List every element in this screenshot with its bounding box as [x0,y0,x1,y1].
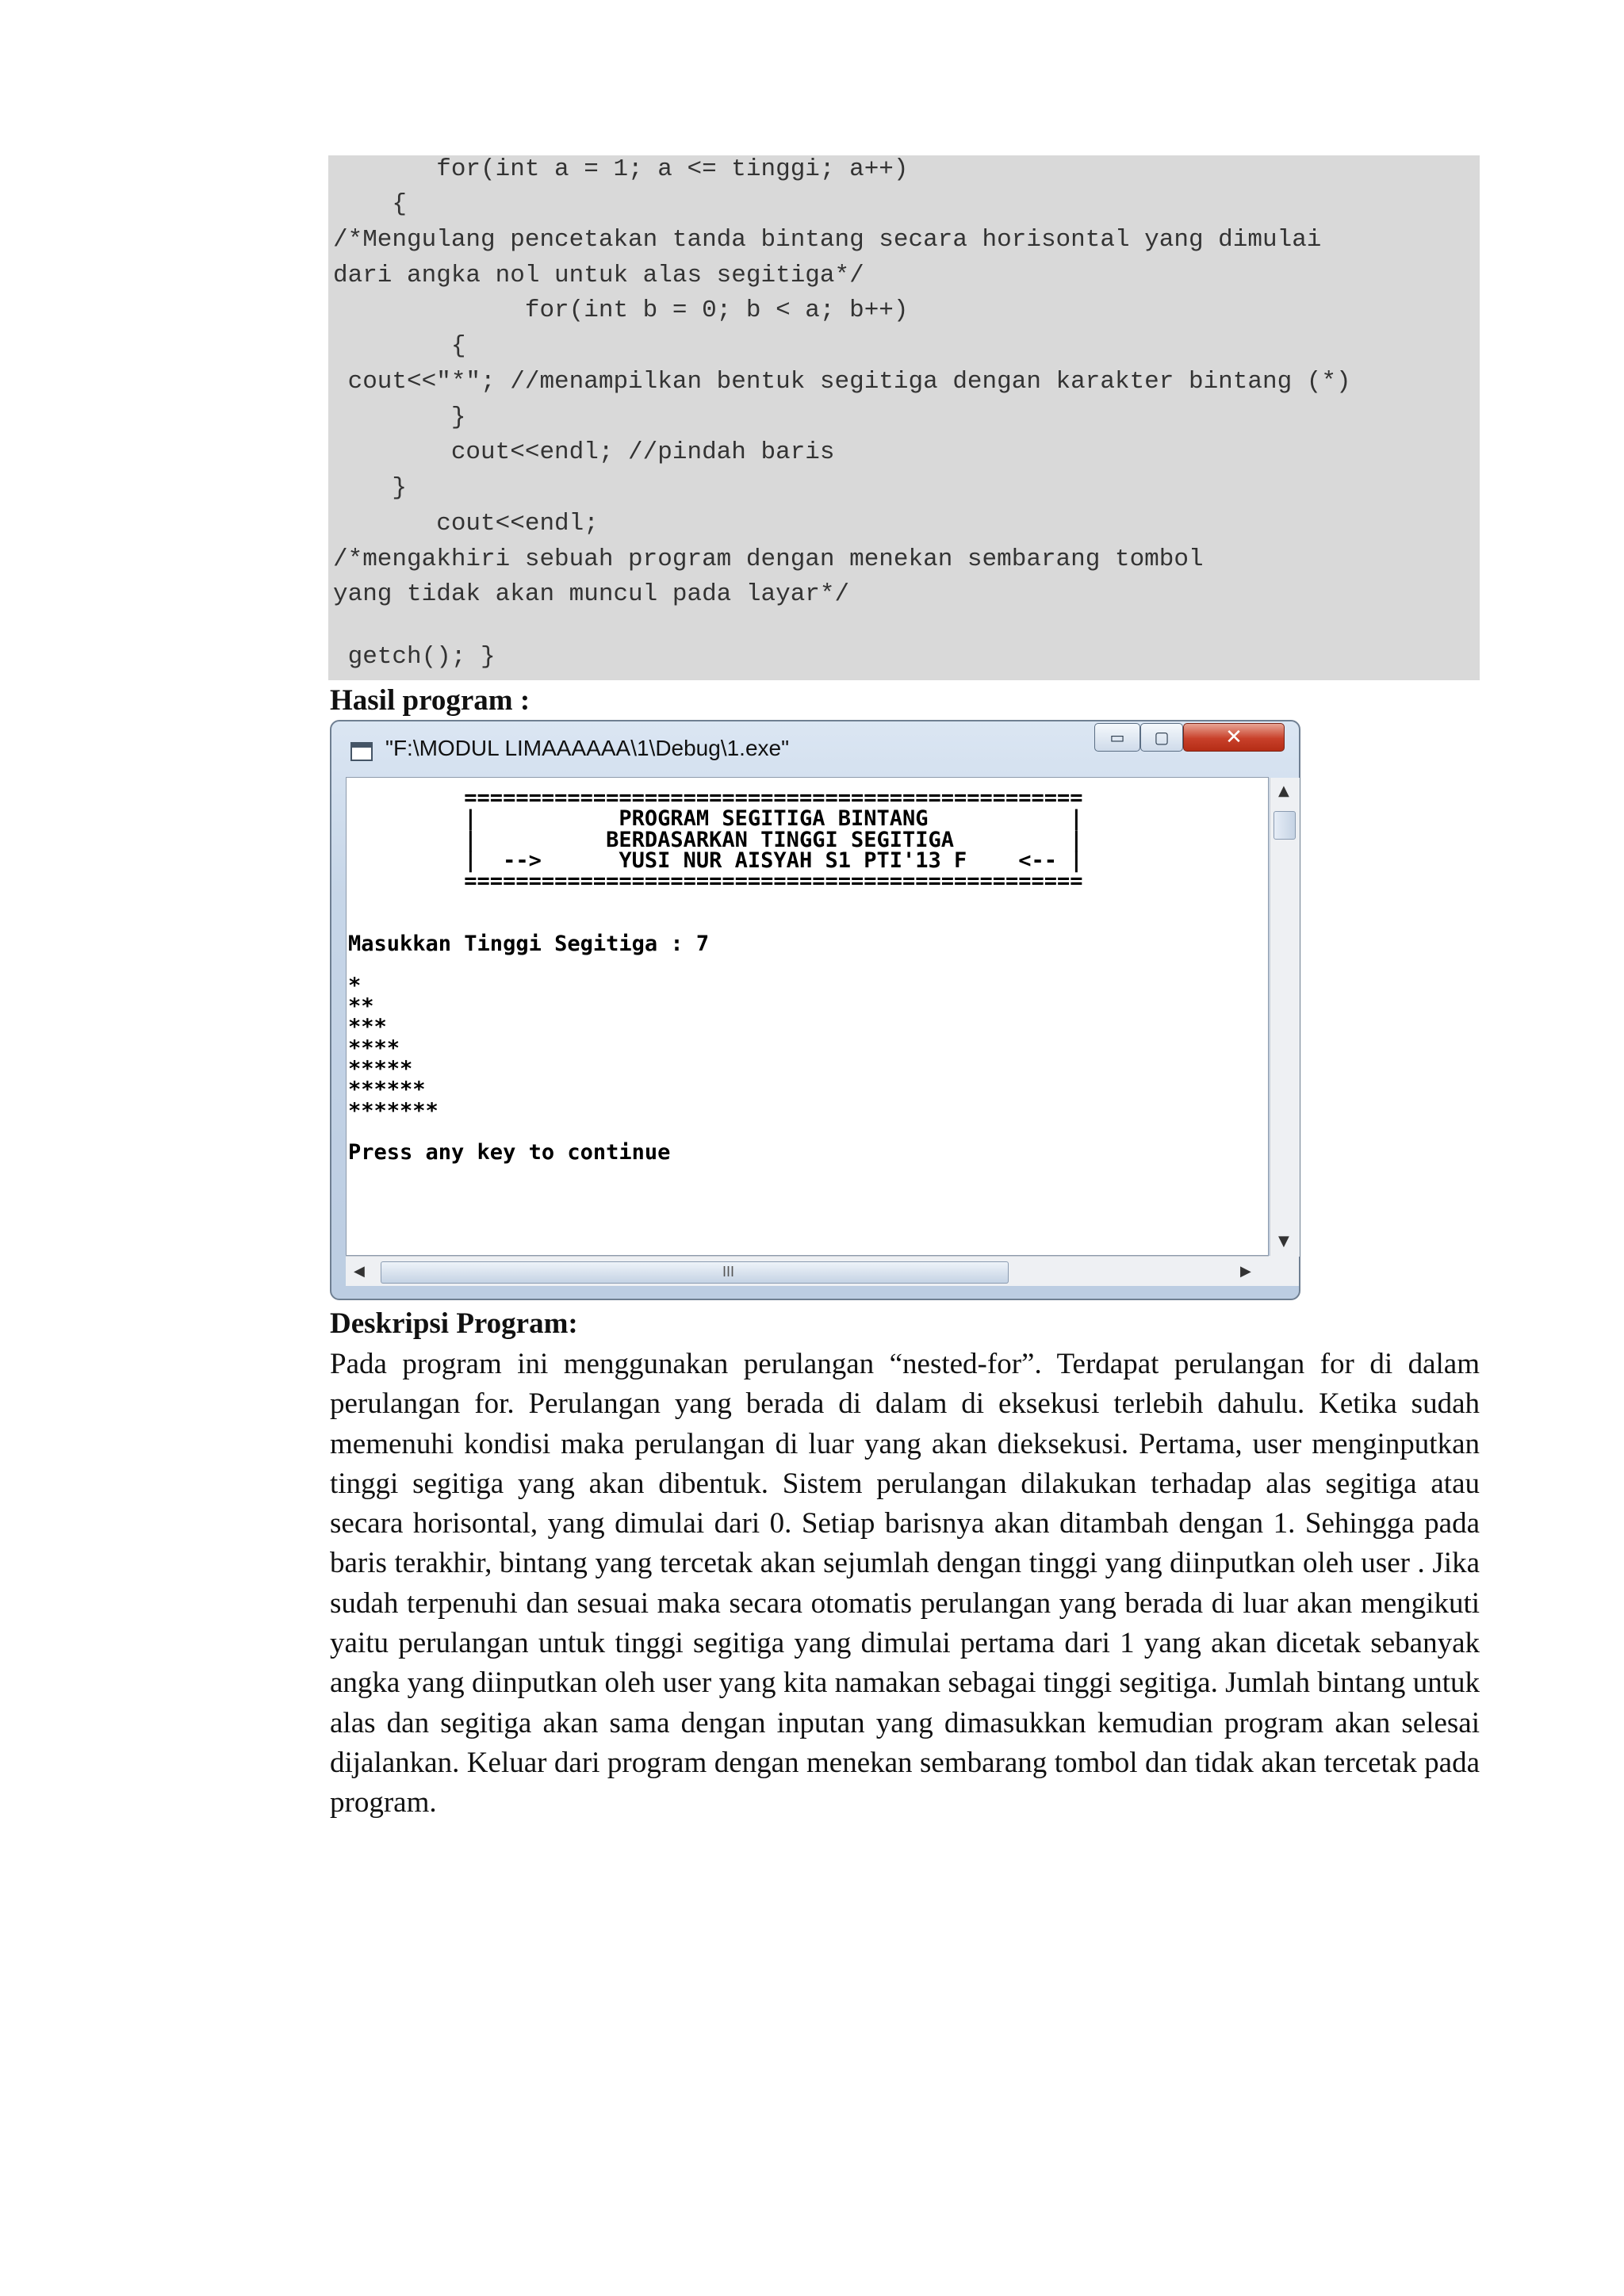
code-line: /*mengakhiri sebuah program dengan menekan sembarang tombol [333,545,1204,573]
scroll-left-arrow-icon[interactable]: ◀ [354,1263,365,1280]
console-line: ******* [348,1098,439,1123]
console-line: ***** [348,1056,413,1081]
code-line: cout<<"*"; //menampilkan bentuk segitiga dengan karakter bintang (*) [333,368,1351,396]
code-line: } [333,404,466,431]
console-line: * [348,973,362,998]
minimize-button[interactable] [1094,723,1140,752]
code-line: for(int b = 0; b < a; b++) [333,297,909,324]
console-line: Masukkan Tinggi Segitiga : 7 [348,932,710,957]
console-output[interactable] [346,777,1289,1256]
code-line: getch(); } [333,643,496,671]
maximize-button[interactable] [1140,723,1183,752]
window-titlebar[interactable] [331,721,1299,777]
console-line: | PROGRAM SEGITIGA BINTANG | [348,806,1083,832]
close-icon: ✕ [1225,725,1243,749]
code-line: { [333,190,408,218]
code-line: cout<<endl; //pindah baris [333,438,835,466]
vertical-scroll-thumb[interactable] [1274,811,1296,840]
console-line: ================================================ [348,786,1083,810]
resize-grip-icon[interactable] [1269,1256,1299,1286]
horizontal-scroll-thumb[interactable] [381,1261,1009,1284]
scroll-right-arrow-icon[interactable]: ▶ [1240,1263,1251,1280]
minimize-icon: ▭ [1109,728,1125,747]
code-line: cout<<endl; [333,510,599,538]
code-line: { [333,332,466,360]
console-line: ****** [348,1077,426,1103]
code-line: dari angka nol untuk alas segitiga*/ [333,262,864,289]
console-window [330,720,1300,1300]
scroll-grip-icon: III [722,1264,735,1280]
window-title: "F:\MODUL LIMAAAAAA\1\Debug\1.exe" [385,736,790,760]
deskripsi-program-heading: Deskripsi Program: [330,1307,578,1340]
console-line: ** [348,994,374,1019]
close-button[interactable] [1183,723,1285,752]
console-line: *** [348,1015,387,1040]
code-block [328,155,1480,680]
code-line: yang tidak akan muncul pada layar*/ [333,580,850,608]
code-line: for(int a = 1; a <= tinggi; a++) [333,155,909,183]
console-line: | --> YUSI NUR AISYAH S1 PTI'13 F <-- | [348,848,1083,873]
maximize-icon: ▢ [1154,728,1170,747]
console-line: | BERDASARKAN TINGGI SEGITIGA | [348,827,1083,852]
hasil-program-heading: Hasil program : [330,684,530,717]
vertical-scrollbar[interactable] [1270,778,1300,1257]
horizontal-scrollbar[interactable] [346,1256,1269,1286]
console-line: ================================================ [348,869,1083,894]
scroll-up-arrow-icon[interactable]: ▲ [1278,783,1289,799]
deskripsi-paragraph: Pada program ini menggunakan perulangan “nested-for”. Terdapat perulangan for di dalam perulangan for. Perulangan yang berada di dalam di eksekusi terlebih dahulu. Ketika sudah memenuhi kondisi maka perulangan di luar yang akan dieksekusi. Pertama, user menginputkan tinggi segitiga yang akan dibentuk. Sistem perulangan dilakukan terhadap alas segitiga atau secara horisontal, yang dimulai dari 0. Setiap barisnya akan ditambah dengan 1. Sehingga pada baris terakhir, bintang yang tercetak akan sejumlah dengan tinggi yang diinputkan oleh user . Jika sudah terpenuhi dan sesuai maka secara otomatis perulangan yang berada di luar akan mengikuti yaitu perulangan untuk tinggi segitiga yang dimulai pertama dari 1 yang akan dicetak sebanyak angka yang diinputkan oleh user yang kita namakan sebagai tinggi segitiga. Jumlah bintang untuk alas dan segitiga akan sama dengan inputan yang dimasukkan kemudian program akan selesai dijalankan. Keluar dari program dengan menekan sembarang tombol dan tidak akan tercetak pada program. [330,1348,1480,1820]
code-line: /*Mengulang pencetakan tanda bintang secara horisontal yang dimulai [333,226,1322,254]
console-app-icon [350,742,373,761]
console-line: **** [348,1035,400,1061]
scroll-down-arrow-icon[interactable]: ▼ [1278,1233,1289,1249]
console-line: Press any key to continue [348,1140,671,1165]
code-line: } [333,474,408,502]
